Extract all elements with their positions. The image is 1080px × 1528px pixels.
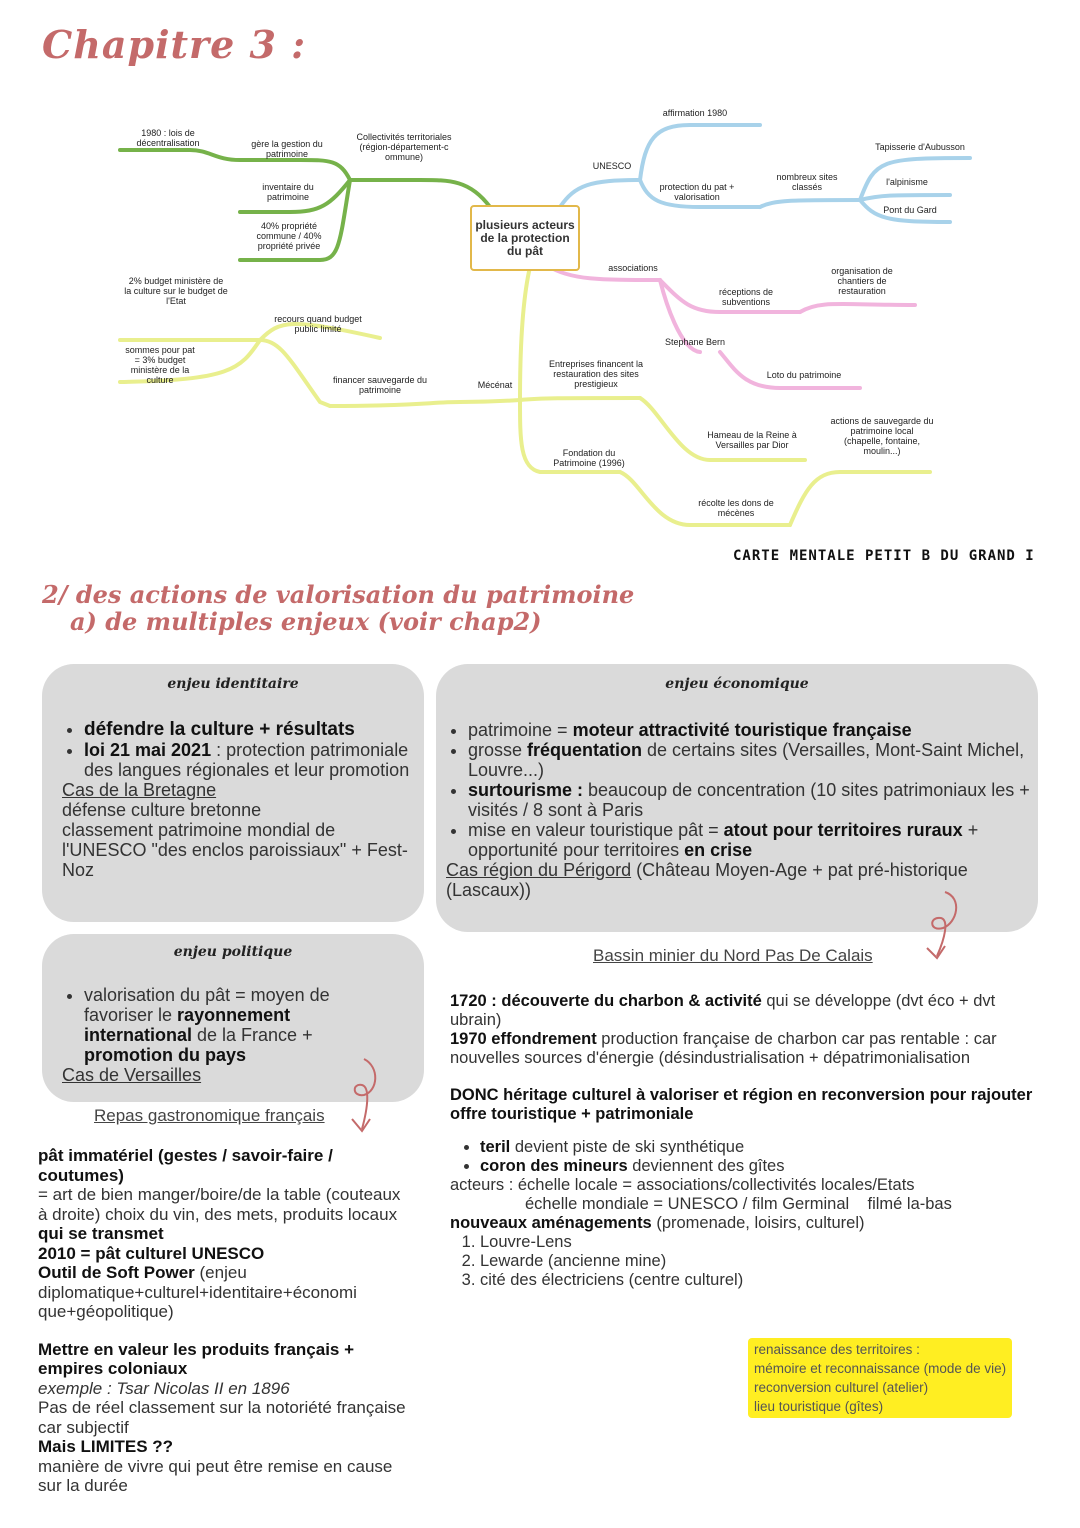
repas-l2: = art de bien manger/boire/de la table (couteaux à droite) choix du vin, des mets, produits locaux [38,1185,401,1224]
eco-b3-b: beaucoup de concentration (10 sites patrimoniaux les + visités / 8 sont à Paris [468,780,1030,820]
node-entreprises: Entreprises financent la restauration des sites prestigieux [548,359,644,389]
bassin-amen-b: (promenade, loisirs, culturel) [651,1214,865,1232]
node-budget2: 2% budget ministère de la culture sur le budget de l'Etat [124,276,228,306]
node-collectivites: Collectivités territoriales (région-département-c ommune) [356,132,452,162]
yellow-branch [330,402,460,406]
node-alpinisme: l'alpinisme [886,177,928,187]
yellow-branch [460,400,520,402]
section-title: 2/ des actions de valorisation du patrimoine [42,580,635,609]
pol-b1-b: rayonnement international [84,1005,291,1045]
identitaire-b1: défendre la culture + résultats [84,719,355,740]
eco-b4-c: + opportunité pour territoires [468,820,979,860]
node-unesco: UNESCO [592,161,632,171]
yellow-branch [640,398,805,460]
economique-case-rest: (Château Moyen-Age + pat pré-historique (Lascaux)) [446,860,968,900]
bassin-b2-b: deviennent des gîtes [627,1157,785,1175]
node-sites: nombreux sites classés [776,172,838,192]
identitaire-case-line2: classement patrimoine mondial de l'UNESCO "des enclos paroissiaux" + Fest-Noz [62,820,408,880]
blue-branch [560,180,640,207]
blue-branch [860,195,950,200]
carte-mentale-label: CARTE MENTALE PETIT B DU GRAND I [733,548,1035,564]
politique-title: enjeu politique [173,944,293,960]
node-receptions: réceptions de subventions [718,287,774,307]
eco-b1-b: moteur attractivité touristique française [572,720,912,740]
identitaire-case-line1: défense culture bretonne [62,800,262,820]
node-recours: recours quand budget public limité [274,314,362,334]
eco-b4-d: en crise [684,840,753,860]
node-tapisserie: Tapisserie d'Aubusson [875,142,965,152]
bassin-b1-b: devient piste de ski synthétique [510,1138,745,1156]
bassin-o3: 3. cité des électriciens (centre culturel) [480,1271,1035,1290]
bassin-donc: DONC héritage culturel à valoriser et région en reconversion pour rajouter offre touristique + patrimoniale [450,1086,1033,1123]
eco-b2-b: fréquentation [527,740,643,760]
curl-arrow-icon [340,1055,390,1135]
blue-branch [640,125,760,180]
repas-l4: 2010 = pât culturel UNESCO [38,1243,265,1263]
identitaire-case-title: Cas de la Bretagne [62,780,217,800]
repas-l3: qui se transmet [38,1224,164,1243]
node-loto: Loto du patrimoine [766,370,842,380]
pink-branch [800,304,915,312]
chapter-title: Chapitre 3 : [42,22,307,67]
repas-l8: Pas de réel classement sur la notoriété française car subjectif [38,1398,406,1437]
highlight-l1: renaissance des territoires : [754,1342,920,1357]
node-recolte: récolte les dons de mécènes [698,498,774,518]
node-bern: Stephane Bern [664,337,726,347]
bassin-b2-a: coron des mineurs [480,1157,628,1175]
pol-b1-a: valorisation du pât = moyen de favoriser le [84,985,330,1025]
bassin-b1-a: teril [480,1138,511,1156]
node-lois: 1980 : lois de décentralisation [136,128,200,148]
repas-l5-b: (enjeu diplomatique+culturel+identitaire+économi que+géopolitique) [38,1263,357,1321]
eco-b1-a: patrimoine = [468,720,573,740]
pol-b1-c: de la France + [192,1025,313,1045]
highlight-l2: mémoire et reconnaissance (mode de vie) [754,1361,1007,1376]
economique-case-title: Cas région du Périgord [446,860,632,880]
highlight-note [748,1338,1012,1418]
bassin-p2-b: production française de charbon car pas rentable : car nouvelles sources d'énergie (désindustrialisation + dépatrimonialisation [450,1030,997,1067]
highlight-l3: reconversion culturel (atelier) [754,1380,929,1395]
repas-l6: Mettre en valeur les produits français + empires coloniaux [38,1339,355,1378]
curl-arrow-icon [915,888,975,963]
bassin-p2-a: 1970 effondrement [450,1030,597,1048]
politique-case-title: Cas de Versailles [62,1065,202,1085]
subsection-title: a) de multiples enjeux (voir chap2) [70,607,542,636]
node-pont: Pont du Gard [883,205,937,215]
yellow-branch [520,267,530,400]
node-fondation: Fondation du Patrimoine (1996) [553,448,625,468]
eco-b3-a: surtourisme : [468,780,584,800]
repas-title: Repas gastronomique français [94,1106,325,1125]
node-financer: financer sauvegarde du patrimoine [332,375,428,395]
node-actions: actions de sauvegarde du patrimoine local (chapelle, fontaine, moulin...) [830,416,934,456]
yellow-branch [790,472,930,525]
bassin-p1-a: 1720 : découverte du charbon & activité [450,992,762,1010]
bassin-title: Bassin minier du Nord Pas De Calais [593,946,873,965]
repas-l9: Mais LIMITES ?? [38,1437,174,1456]
node-hameau: Hameau de la Reine à Versailles par Dior [707,430,797,450]
identitaire-content [62,720,414,880]
repas-content [38,1146,408,1496]
blue-branch [760,200,860,207]
eco-b4-a: mise en valeur touristique pât = [468,820,724,840]
node-gere: gère la gestion du patrimoine [251,139,323,159]
mindmap-center-node: plusieurs acteurs de la protection du pât [470,205,580,271]
node-associations: associations [608,263,658,273]
economique-title: enjeu économique [665,676,809,692]
repas-l7: exemple : Tsar Nicolas II en 1896 [38,1378,290,1398]
pol-b1-d: promotion du pays [84,1045,246,1065]
repas-l10: manière de vivre qui peut être remise en cause sur la durée [38,1456,393,1495]
bassin-p1-b: qui se développe (dvt éco + dvt ubrain) [450,992,996,1029]
identitaire-b2: : protection patrimoniale des langues régionales et leur promotion [84,740,410,780]
highlight-l4: lieu touristique (gîtes) [754,1399,884,1414]
identitaire-b2-bold: loi 21 mai 2021 [84,740,212,760]
node-propriete: 40% propriété commune / 40% propriété privée [256,221,322,251]
identitaire-title: enjeu identitaire [167,676,299,692]
yellow-branch [520,398,640,400]
node-inventaire: inventaire du patrimoine [262,182,314,202]
repas-l1: pât immatériel (gestes / savoir-faire / coutumes) [38,1146,333,1185]
eco-b2-c: de certains sites (Versailles, Mont-Saint Michel, Louvre...) [468,740,1025,780]
bassin-content [450,992,1035,1290]
bassin-amen-a: nouveaux aménagements [450,1214,652,1232]
node-affirmation: affirmation 1980 [662,108,728,118]
bassin-o1: 1. Louvre-Lens [480,1233,1035,1252]
repas-l5-a: Outil de Soft Power [38,1263,195,1282]
node-mecenat: Mécénat [477,380,513,390]
node-protection: protection du pat + valorisation [659,182,735,202]
bassin-o2: 2. Lewarde (ancienne mine) [480,1252,1035,1271]
eco-b2-a: grosse [468,740,528,760]
bassin-acteurs1: acteurs : échelle locale = associations/collectivités locales/Etats [450,1176,915,1194]
bassin-acteurs2: échelle mondiale = UNESCO / film Germinal filmé la-bas [525,1195,952,1213]
economique-content [446,720,1032,900]
node-organisation: organisation de chantiers de restauration [831,266,893,296]
node-sommes: sommes pour pat = 3% budget ministère de la culture [125,345,195,385]
green-branch [350,180,490,207]
eco-b4-b: atout pour territoires ruraux [723,820,963,840]
